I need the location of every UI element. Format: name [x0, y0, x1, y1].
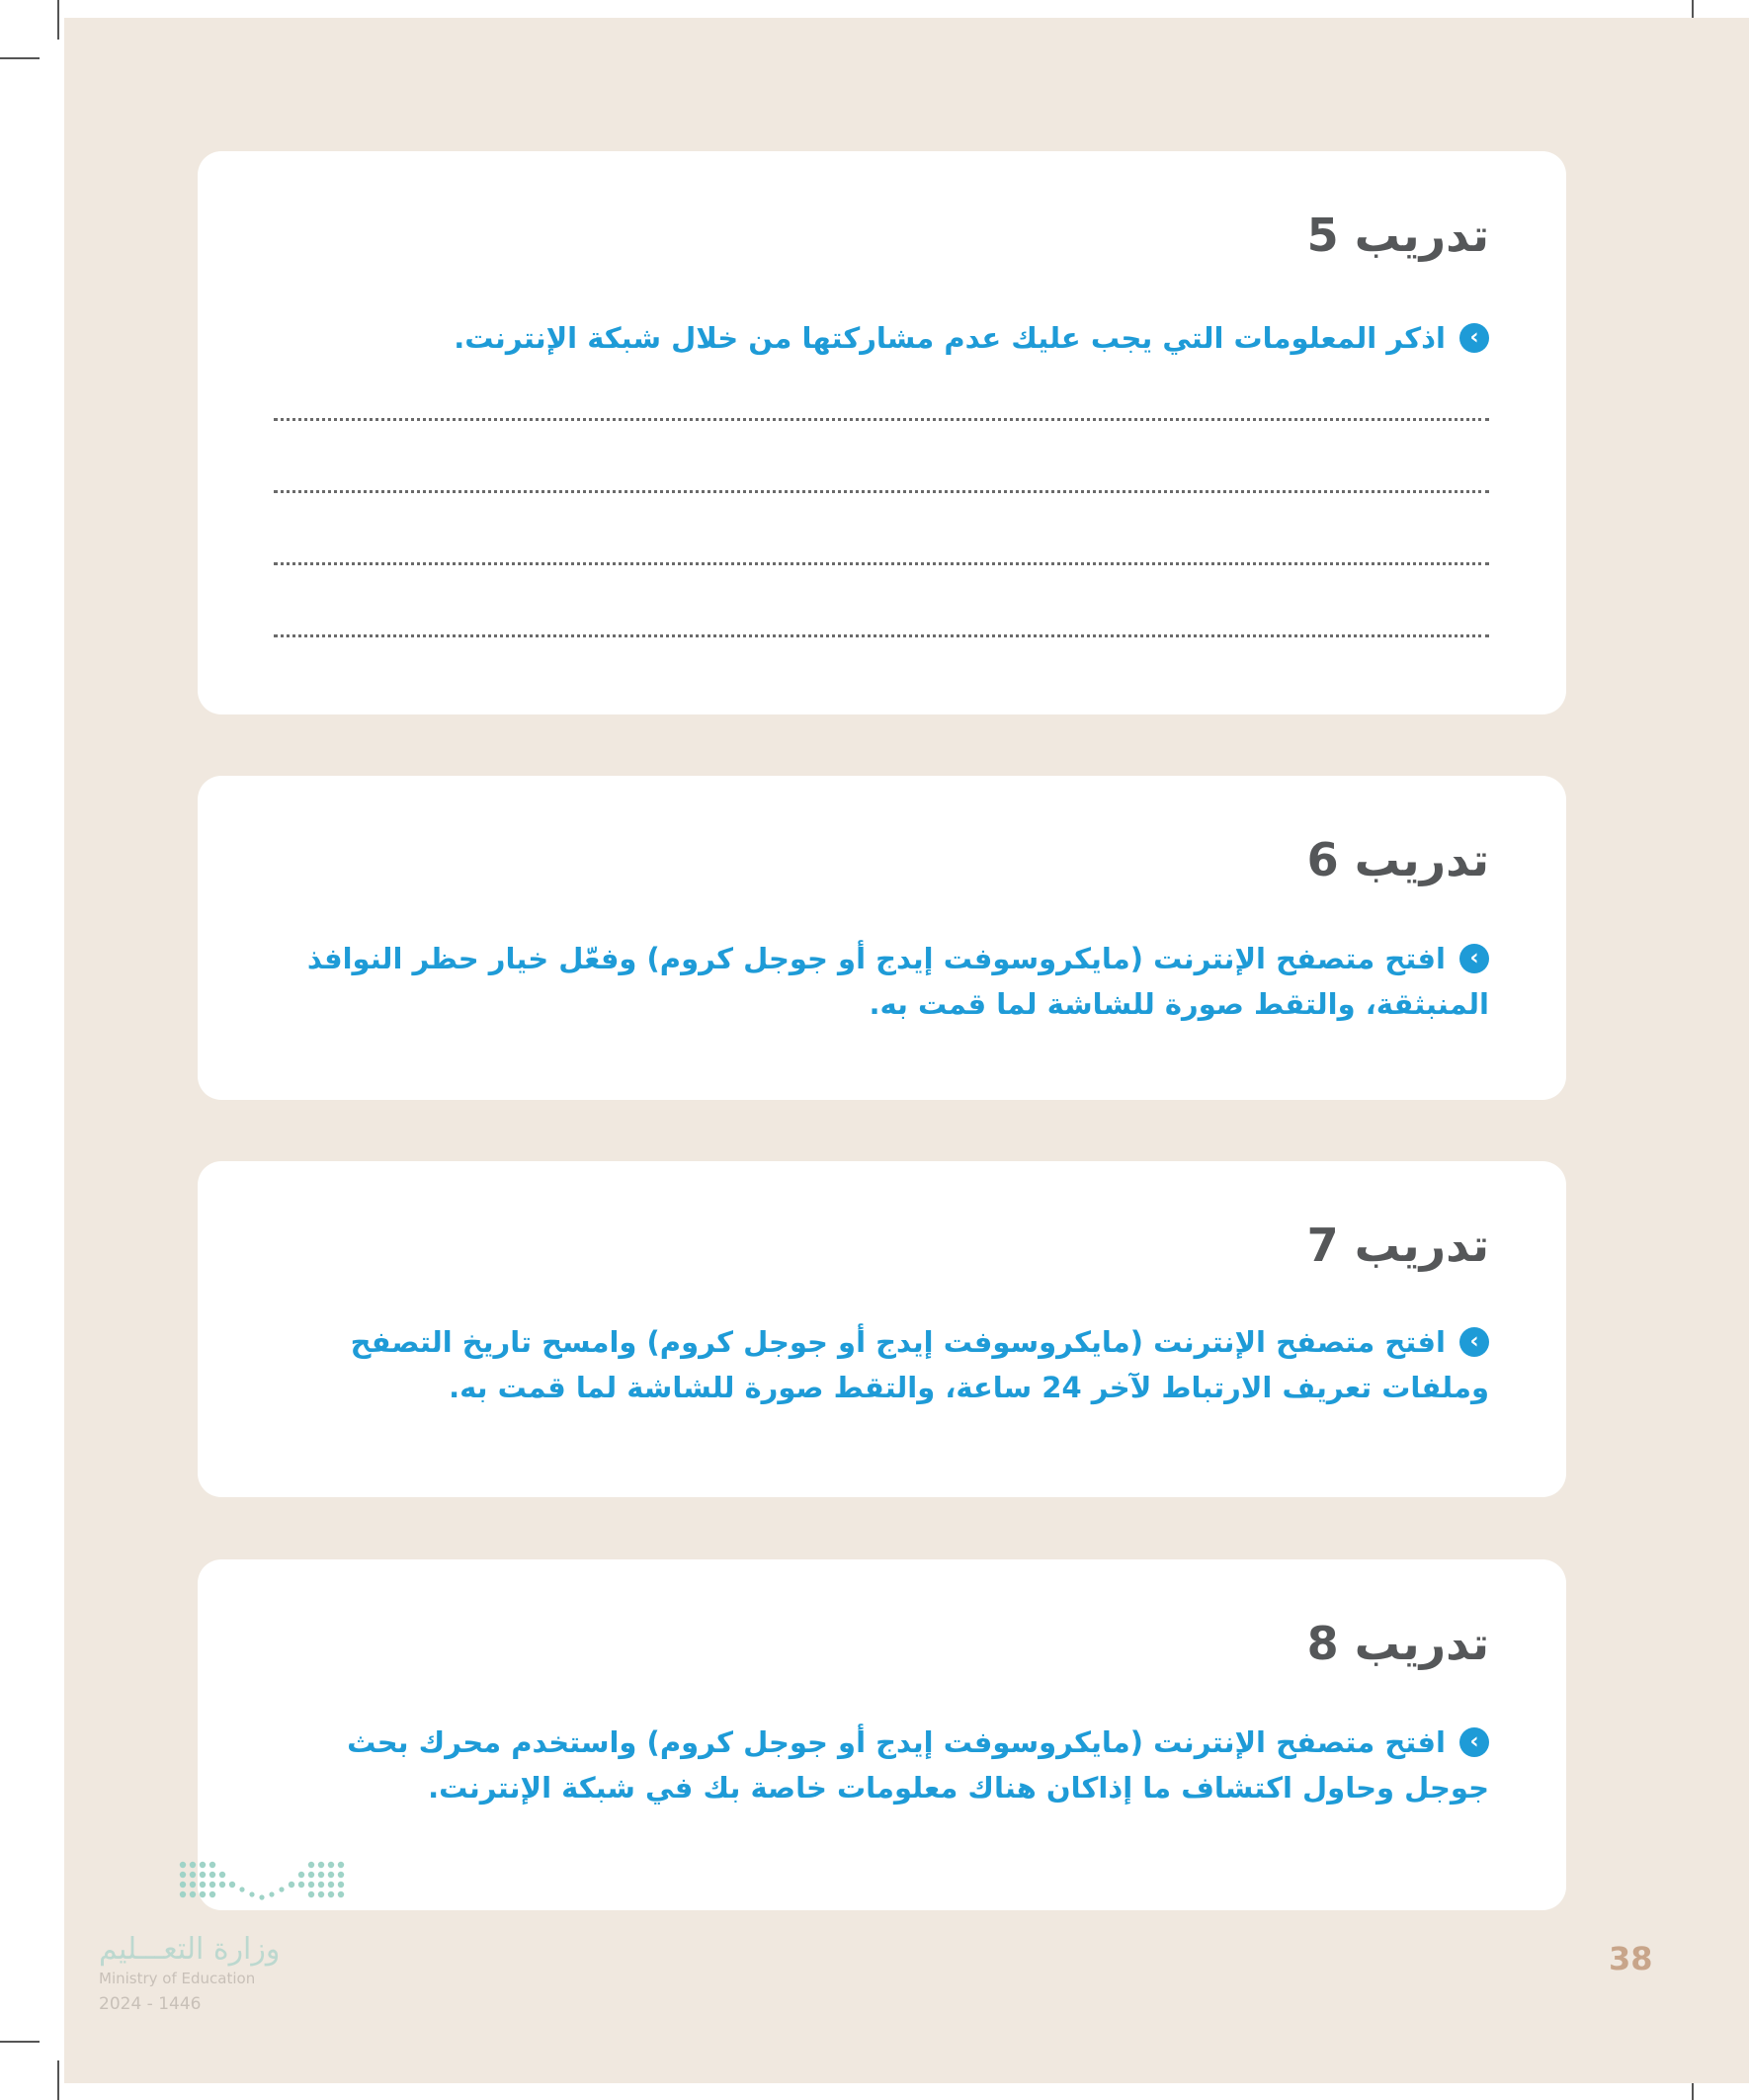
ministry-logo-icon — [178, 1860, 351, 1909]
answer-line[interactable] — [274, 418, 1489, 421]
crop-mark — [57, 2060, 59, 2100]
answer-line[interactable] — [274, 562, 1489, 565]
exercise-instruction — [275, 315, 1489, 361]
instruction-text: اذكر المعلومات التي يجب عليك عدم مشاركتها من خلال شبكة الإنترنت. — [454, 321, 1446, 355]
exercise-card-7 — [198, 1161, 1566, 1497]
exercise-title: تدريب 5 — [1306, 209, 1489, 262]
instruction-text: افتح متصفح الإنترنت (مايكروسوفت إيدج أو جوجل كروم) واستخدم محرك بحث جوجل وحاول اكتشاف ما إذاكان هناك معلومات خاصة بك في شبكة الإنترنت. — [347, 1725, 1489, 1805]
answer-line[interactable] — [274, 490, 1489, 493]
crop-mark — [0, 2041, 40, 2043]
exercise-instruction — [275, 1319, 1489, 1410]
exercise-card-5 — [198, 151, 1566, 714]
exercise-card-8 — [198, 1559, 1566, 1910]
exercise-title: تدريب 6 — [1306, 833, 1489, 886]
instruction-text: افتح متصفح الإنترنت (مايكروسوفت إيدج أو جوجل كروم) وامسح تاريخ التصفح وملفات تعريف الارتباط لآخر 24 ساعة، والتقط صورة للشاشة لما قمت به. — [350, 1325, 1489, 1404]
crop-mark — [57, 0, 59, 40]
instruction-text: افتح متصفح الإنترنت (مايكروسوفت إيدج أو جوجل كروم) وفعّل خيار حظر النوافذ المنبثقة، والتقط صورة للشاشة لما قمت به. — [306, 942, 1489, 1021]
ministry-year: 2024 - 1446 — [99, 1994, 202, 2014]
ministry-name-arabic: وزارة التعـــليم — [99, 1932, 281, 1967]
exercise-card-6 — [198, 776, 1566, 1100]
ministry-name-english: Ministry of Education — [99, 1970, 256, 1987]
page-number: 38 — [1609, 1940, 1653, 1977]
chevron-right-circle-icon: › — [1459, 1727, 1489, 1757]
exercise-instruction — [275, 1720, 1489, 1810]
exercise-title: تدريب 7 — [1306, 1218, 1489, 1272]
answer-line[interactable] — [274, 634, 1489, 637]
chevron-right-circle-icon: › — [1459, 323, 1489, 353]
crop-mark — [0, 57, 40, 59]
exercise-instruction — [275, 936, 1489, 1027]
chevron-right-circle-icon: › — [1459, 944, 1489, 973]
exercise-title: تدريب 8 — [1306, 1617, 1489, 1670]
chevron-right-circle-icon: › — [1459, 1327, 1489, 1357]
